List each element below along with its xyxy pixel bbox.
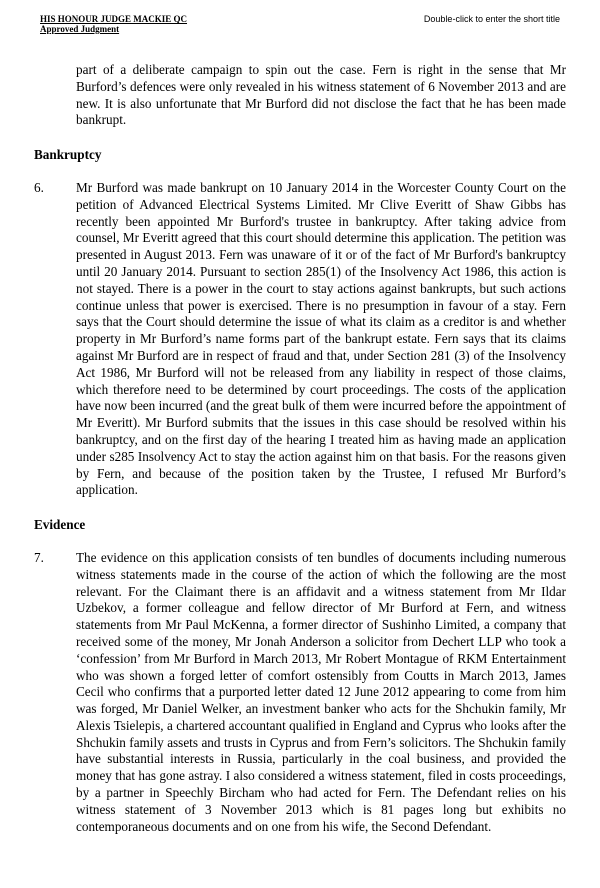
judgment-body <box>34 62 566 853</box>
paragraph-number: 6. <box>34 179 44 195</box>
paragraph-number: 7. <box>34 549 44 565</box>
paragraph-text: The evidence on this application consists of ten bundles of documents including numerous witness statements made in the course of the action of which the following are the most relevant. For the Claimant there is an affidavit and a witness statement from Mr Ildar Uzbekov, a former colleague and fellow director of Mr Burford at Fern, and witness statements from Mr Paul McKenna, a former director of Sushinho Limited, a company that received some of the money, Mr Jonah Anderson a solicitor from Dechert LLP who took a ‘confession’ from Mr Burford in March 2013, Mr Robert Montague of RKM Entertainment who was shown a forged letter of comfort ostensibly from Coutts in March 2013, James Cecil who confirms that a purported letter dated 12 June 2012 appearing to come from him was forged, Mr Daniel Welker, an investment banker who acts for the Shchukin family, Mr Alexis Tsielepis, a chartered accountant qualified in England and Cyprus who looks after the Shchukin family assets and trusts in Cyprus and from Fern’s solicitors. The Shchukin family have substantial interests in Russia, particularly in the coal business, and provided the money that has gone astray. I also considered a witness statement, filed in costs proceedings, by a partner in Speechly Bircham who had acted for Fern. The Defendant relies on his witness statement of 3 November 2013 which is 81 pages long but exhibits no contemporaneous documents and on one from his wife, the Second Defendant. <box>76 549 566 834</box>
numbered-paragraph-6 <box>34 180 566 499</box>
continued-paragraph: part of a deliberate campaign to spin out the case. Fern is right in the sense that Mr Burford’s defences were only revealed in his witness statement of 6 November 2013 and are new. It is also unfortunate that Mr Burford did not disclose the fact that he has been made bankrupt. <box>76 62 566 128</box>
numbered-paragraph-7 <box>34 550 566 836</box>
judgment-status: Approved Judgment <box>40 24 120 34</box>
short-title-placeholder[interactable]: Double-click to enter the short title <box>423 14 560 24</box>
paragraph-text: Mr Burford was made bankrupt on 10 January 2014 in the Worcester County Court on the petition of Advanced Electrical Systems Limited. Mr Clive Everitt of Shaw Gibbs has recently been appointed Mr Burford's trustee in bankruptcy. After taking advice from counsel, Mr Everitt agreed that this court should determine this application. The petition was presented in August 2013. Fern was unaware of it or of the fact of Mr Burford's bankruptcy until 20 January 2014. Pursuant to section 285(1) of the Insolvency Act 1986, this action is not stayed. There is a power in the court to stay actions against bankrupts, but such actions continue unless that power is exercised. There is no presumption in favour of a stay. Fern says that the Court should determine the issue of what its claim as a creditor is and whether property in Mr Burford’s name forms part of the bankrupt estate. Fern says that its claims against Mr Burford are in respect of fraud and that, under Section 281 (3) of the Insolvency Act 1986, Mr Burford will not be released from any liability in respect of those claims, which therefore need to be determined by court proceedings. The costs of the application have now been incurred (and the great bulk of them were incurred before the appointment of Mr Everitt). Mr Burford submits that the issues in this case should be resolved within his bankruptcy, and on the first day of the hearing I treated him as having made an application under s285 Insolvency Act to stay the action against him on that basis. For the reasons given by Fern, and because of the position taken by the Trustee, I refused Mr Burford’s application. <box>76 179 566 498</box>
page-header <box>40 14 560 40</box>
header-left <box>40 14 187 34</box>
section-heading-bankruptcy: Bankruptcy <box>34 147 102 163</box>
section-heading-evidence: Evidence <box>34 517 86 533</box>
judge-name: HIS HONOUR JUDGE MACKIE QC <box>40 14 188 24</box>
